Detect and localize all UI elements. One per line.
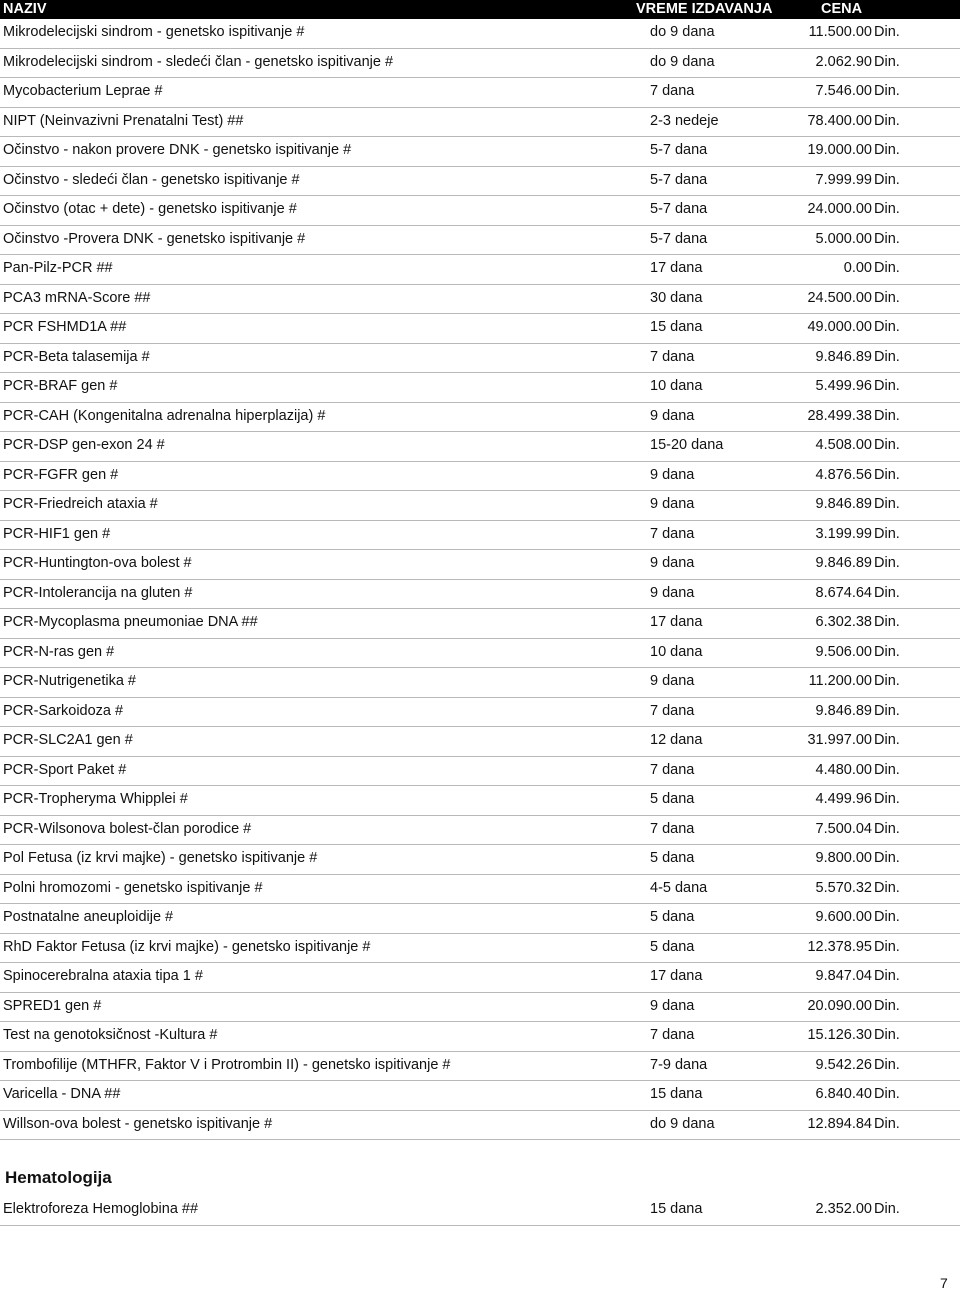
column-header-price: CENA <box>821 1 863 17</box>
price-value: 6.840.40 <box>815 1086 872 1102</box>
currency-label: Din. <box>874 673 900 689</box>
turnaround-time: 7 dana <box>650 348 695 365</box>
table-row <box>0 816 960 846</box>
turnaround-time: 10 dana <box>650 378 703 394</box>
turnaround-time: 5 dana <box>650 791 695 807</box>
test-name: PCR-Intolerancija na gluten # <box>3 584 193 601</box>
currency-label: Din. <box>874 112 900 129</box>
test-name: SPRED1 gen # <box>3 997 102 1014</box>
currency-label: Din. <box>874 407 900 424</box>
table-row <box>0 1052 960 1082</box>
turnaround-time: do 9 dana <box>650 53 715 70</box>
turnaround-time: 9 dana <box>650 466 695 483</box>
price-value: 11.500.00 <box>808 24 872 40</box>
turnaround-time: 15-20 dana <box>650 437 724 453</box>
turnaround-time: 15 dana <box>650 319 703 335</box>
table-row <box>0 1081 960 1111</box>
price-value: 9.846.89 <box>815 496 872 512</box>
price-value: 3.199.99 <box>815 525 872 542</box>
test-name: Elektroforeza Hemoglobina ## <box>3 1201 199 1217</box>
test-name: PCR FSHMD1A ## <box>3 319 127 335</box>
currency-label: Din. <box>874 1056 900 1073</box>
currency-label: Din. <box>874 319 900 335</box>
currency-label: Din. <box>874 348 900 365</box>
price-table <box>0 19 960 1140</box>
currency-label: Din. <box>874 1027 900 1043</box>
price-value: 9.846.89 <box>815 348 872 365</box>
table-row <box>0 993 960 1023</box>
test-name: NIPT (Neinvazivni Prenatalni Test) ## <box>3 112 244 129</box>
turnaround-time: 7 dana <box>650 702 695 719</box>
currency-label: Din. <box>874 555 900 571</box>
price-value: 11.200.00 <box>808 673 872 689</box>
test-name: Polni hromozomi - genetsko ispitivanje # <box>3 879 263 896</box>
price-value: 9.847.04 <box>815 968 872 984</box>
turnaround-time: 17 dana <box>650 614 703 630</box>
table-row <box>0 1196 960 1226</box>
price-value: 12.894.84 <box>807 1115 872 1132</box>
table-row <box>0 491 960 521</box>
test-name: Očinstvo -Provera DNK - genetsko ispitivanje # <box>3 230 306 247</box>
test-name: Varicella - DNA ## <box>3 1086 121 1102</box>
table-row <box>0 521 960 551</box>
test-name: PCR-Sarkoidoza # <box>3 702 124 719</box>
test-name: Pol Fetusa (iz krvi majke) - genetsko ispitivanje # <box>3 850 318 866</box>
test-name: PCR-Wilsonova bolest-član porodice # <box>3 820 252 837</box>
currency-label: Din. <box>874 909 900 925</box>
table-row <box>0 757 960 787</box>
test-name: Očinstvo - nakon provere DNK - genetsko ispitivanje # <box>3 142 352 158</box>
turnaround-time: 7-9 dana <box>650 1056 708 1073</box>
currency-label: Din. <box>874 614 900 630</box>
table-row <box>0 609 960 639</box>
price-value: 4.480.00 <box>815 761 872 778</box>
price-value: 20.090.00 <box>807 997 872 1014</box>
price-value: 4.876.56 <box>815 466 872 483</box>
turnaround-time: 5 dana <box>650 938 695 955</box>
test-name: PCR-Sport Paket # <box>3 761 127 778</box>
price-value: 28.499.38 <box>807 407 872 424</box>
table-row <box>0 904 960 934</box>
price-value: 7.546.00 <box>815 83 872 99</box>
price-value: 78.400.00 <box>807 112 872 129</box>
turnaround-time: 9 dana <box>650 584 695 601</box>
currency-label: Din. <box>874 938 900 955</box>
currency-label: Din. <box>874 289 900 306</box>
test-name: PCA3 mRNA-Score ## <box>3 289 151 306</box>
currency-label: Din. <box>874 24 900 40</box>
price-value: 9.800.00 <box>815 850 872 866</box>
turnaround-time: 9 dana <box>650 555 695 571</box>
test-name: PCR-Mycoplasma pneumoniae DNA ## <box>3 614 258 630</box>
currency-label: Din. <box>874 997 900 1014</box>
turnaround-time: 9 dana <box>650 997 695 1014</box>
table-row <box>0 845 960 875</box>
table-row <box>0 1022 960 1052</box>
turnaround-time: do 9 dana <box>650 1115 715 1132</box>
test-name: PCR-Nutrigenetika # <box>3 673 136 689</box>
table-row <box>0 727 960 757</box>
column-header-name: NAZIV <box>3 1 47 17</box>
table-row <box>0 580 960 610</box>
turnaround-time: 5-7 dana <box>650 142 708 158</box>
currency-label: Din. <box>874 732 900 748</box>
currency-label: Din. <box>874 142 900 158</box>
test-name: PCR-Huntington-ova bolest # <box>3 555 192 571</box>
price-value: 2.062.90 <box>815 53 872 70</box>
price-value: 5.570.32 <box>815 879 872 896</box>
table-row <box>0 255 960 285</box>
table-row <box>0 1111 960 1141</box>
table-row <box>0 196 960 226</box>
table-row <box>0 462 960 492</box>
table-row <box>0 875 960 905</box>
table-row <box>0 108 960 138</box>
turnaround-time: 15 dana <box>650 1201 703 1217</box>
table-row <box>0 78 960 108</box>
price-value: 9.600.00 <box>815 909 872 925</box>
price-value: 7.500.04 <box>815 820 872 837</box>
turnaround-time: 9 dana <box>650 673 695 689</box>
currency-label: Din. <box>874 466 900 483</box>
test-name: PCR-FGFR gen # <box>3 466 119 483</box>
turnaround-time: 7 dana <box>650 1027 695 1043</box>
currency-label: Din. <box>874 791 900 807</box>
turnaround-time: 30 dana <box>650 289 703 306</box>
table-row <box>0 226 960 256</box>
test-name: Očinstvo (otac + dete) - genetsko ispitivanje # <box>3 201 297 217</box>
price-value: 15.126.30 <box>807 1027 872 1043</box>
test-name: RhD Faktor Fetusa (iz krvi majke) - genetsko ispitivanje # <box>3 938 371 955</box>
turnaround-time: do 9 dana <box>650 24 715 40</box>
currency-label: Din. <box>874 1201 900 1217</box>
turnaround-time: 5 dana <box>650 850 695 866</box>
table-row <box>0 639 960 669</box>
turnaround-time: 9 dana <box>650 407 695 424</box>
test-name: PCR-Tropheryma Whipplei # <box>3 791 188 807</box>
currency-label: Din. <box>874 260 900 276</box>
table-row <box>0 167 960 197</box>
section-table <box>0 1196 960 1226</box>
test-name: Mikrodelecijski sindrom - sledeći član - genetsko ispitivanje # <box>3 53 394 70</box>
test-name: Willson-ova bolest - genetsko ispitivanje # <box>3 1115 273 1132</box>
currency-label: Din. <box>874 643 900 660</box>
test-name: PCR-Beta talasemija # <box>3 348 150 365</box>
currency-label: Din. <box>874 525 900 542</box>
test-name: Trombofilije (MTHFR, Faktor V i Protrombin II) - genetsko ispitivanje # <box>3 1056 451 1073</box>
currency-label: Din. <box>874 1115 900 1132</box>
currency-label: Din. <box>874 584 900 601</box>
table-row <box>0 698 960 728</box>
column-header-time: VREME IZDAVANJA <box>636 1 773 17</box>
price-value: 4.508.00 <box>815 437 872 453</box>
turnaround-time: 5-7 dana <box>650 201 708 217</box>
currency-label: Din. <box>874 1086 900 1102</box>
table-row <box>0 786 960 816</box>
table-row <box>0 403 960 433</box>
table-row <box>0 668 960 698</box>
price-value: 49.000.00 <box>807 319 872 335</box>
turnaround-time: 4-5 dana <box>650 879 708 896</box>
test-name: Očinstvo - sledeći član - genetsko ispitivanje # <box>3 171 300 188</box>
table-row <box>0 285 960 315</box>
table-header <box>0 0 960 19</box>
test-name: Test na genotoksičnost -Kultura # <box>3 1027 218 1043</box>
table-row <box>0 550 960 580</box>
price-value: 9.542.26 <box>815 1056 872 1073</box>
table-row <box>0 19 960 49</box>
price-value: 5.499.96 <box>815 378 872 394</box>
turnaround-time: 7 dana <box>650 761 695 778</box>
turnaround-time: 7 dana <box>650 820 695 837</box>
currency-label: Din. <box>874 850 900 866</box>
price-value: 0.00 <box>843 260 872 276</box>
price-value: 8.674.64 <box>815 584 872 601</box>
currency-label: Din. <box>874 53 900 70</box>
price-value: 9.506.00 <box>815 643 872 660</box>
table-row <box>0 314 960 344</box>
test-name: Pan-Pilz-PCR ## <box>3 260 113 276</box>
test-name: Postnatalne aneuploidije # <box>3 909 174 925</box>
price-value: 7.999.99 <box>815 171 872 188</box>
currency-label: Din. <box>874 230 900 247</box>
currency-label: Din. <box>874 437 900 453</box>
turnaround-time: 17 dana <box>650 260 703 276</box>
test-name: PCR-DSP gen-exon 24 # <box>3 437 165 453</box>
price-value: 12.378.95 <box>807 938 872 955</box>
turnaround-time: 10 dana <box>650 643 703 660</box>
price-value: 9.846.89 <box>815 555 872 571</box>
price-value: 19.000.00 <box>807 142 872 158</box>
turnaround-time: 5-7 dana <box>650 230 708 247</box>
price-value: 31.997.00 <box>807 732 872 748</box>
turnaround-time: 9 dana <box>650 496 695 512</box>
test-name: PCR-N-ras gen # <box>3 643 115 660</box>
currency-label: Din. <box>874 83 900 99</box>
turnaround-time: 15 dana <box>650 1086 703 1102</box>
currency-label: Din. <box>874 702 900 719</box>
currency-label: Din. <box>874 820 900 837</box>
test-name: PCR-Friedreich ataxia # <box>3 496 158 512</box>
turnaround-time: 17 dana <box>650 968 703 984</box>
price-value: 24.000.00 <box>807 201 872 217</box>
test-name: PCR-CAH (Kongenitalna adrenalna hiperplazija) # <box>3 407 326 424</box>
currency-label: Din. <box>874 201 900 217</box>
currency-label: Din. <box>874 968 900 984</box>
price-value: 4.499.96 <box>815 791 872 807</box>
currency-label: Din. <box>874 378 900 394</box>
test-name: PCR-SLC2A1 gen # <box>3 732 133 748</box>
currency-label: Din. <box>874 496 900 512</box>
turnaround-time: 7 dana <box>650 525 695 542</box>
price-value: 2.352.00 <box>815 1201 872 1217</box>
test-name: PCR-HIF1 gen # <box>3 525 111 542</box>
table-row <box>0 934 960 964</box>
table-row <box>0 432 960 462</box>
turnaround-time: 7 dana <box>650 83 695 99</box>
currency-label: Din. <box>874 761 900 778</box>
test-name: Mikrodelecijski sindrom - genetsko ispitivanje # <box>3 24 305 40</box>
turnaround-time: 2-3 nedeje <box>650 112 719 129</box>
section-title: Hematologija <box>5 1168 112 1187</box>
table-row <box>0 373 960 403</box>
price-value: 5.000.00 <box>815 230 872 247</box>
price-value: 6.302.38 <box>815 614 872 630</box>
table-row <box>0 344 960 374</box>
table-row <box>0 137 960 167</box>
turnaround-time: 12 dana <box>650 732 703 748</box>
turnaround-time: 5-7 dana <box>650 171 708 188</box>
turnaround-time: 5 dana <box>650 909 695 925</box>
price-value: 9.846.89 <box>815 702 872 719</box>
test-name: Mycobacterium Leprae # <box>3 83 163 99</box>
price-value: 24.500.00 <box>807 289 872 306</box>
currency-label: Din. <box>874 879 900 896</box>
test-name: PCR-BRAF gen # <box>3 378 118 394</box>
currency-label: Din. <box>874 171 900 188</box>
test-name: Spinocerebralna ataxia tipa 1 # <box>3 968 203 984</box>
table-row <box>0 49 960 79</box>
table-row <box>0 963 960 993</box>
page-number: 7 <box>940 1275 948 1291</box>
